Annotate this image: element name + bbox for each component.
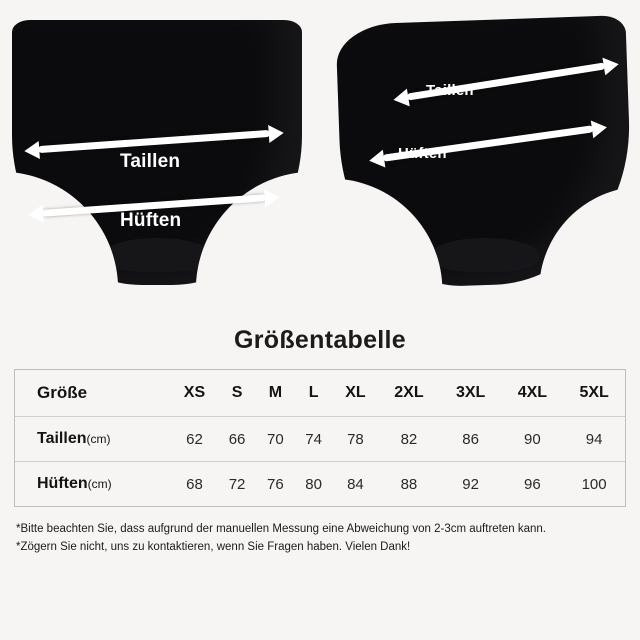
cell-hip-xs: 68 <box>171 462 218 507</box>
table-row-waist <box>15 417 625 462</box>
header-cell-xl: XL <box>345 384 366 401</box>
gusset-panel-front <box>103 238 211 272</box>
header-cell-xs: XS <box>183 384 206 401</box>
gusset-panel-side <box>431 238 539 272</box>
row-label-waist <box>15 417 171 462</box>
cell-waist-l: 74 <box>295 417 333 462</box>
header-cell-m: M <box>268 384 283 401</box>
cell-waist-3xl: 86 <box>440 417 502 462</box>
row-label-waist-unit: (cm) <box>86 432 111 446</box>
cell-hip-l: 80 <box>295 462 333 507</box>
header-cell-4xl: 4XL <box>517 384 548 401</box>
row-label-hip <box>15 462 171 507</box>
cell-hip-s: 72 <box>218 462 256 507</box>
cell-hip-m: 76 <box>256 462 294 507</box>
size-chart-table-wrapper <box>14 369 626 507</box>
cell-waist-m: 70 <box>256 417 294 462</box>
cell-hip-5xl: 100 <box>563 462 625 507</box>
waist-measure-label-side: Taillen <box>426 82 474 99</box>
row-label-hip-unit: (cm) <box>87 477 112 491</box>
cell-waist-4xl: 90 <box>502 417 564 462</box>
size-chart-table <box>15 370 625 506</box>
cell-hip-xl: 84 <box>333 462 378 507</box>
hip-measure-label-front: Hüften <box>120 210 182 231</box>
footnotes <box>16 521 624 557</box>
product-front-view <box>12 20 302 290</box>
cell-waist-5xl: 94 <box>563 417 625 462</box>
cell-waist-2xl: 82 <box>378 417 440 462</box>
header-cell-2xl: 2XL <box>394 384 424 401</box>
size-chart-title: Größentabelle <box>234 326 406 354</box>
table-row-hip <box>15 462 625 507</box>
header-cell-s: S <box>231 384 243 401</box>
product-side-view <box>340 20 630 290</box>
hip-measure-label-side: Hüften <box>398 145 447 162</box>
cell-waist-xl: 78 <box>333 417 378 462</box>
row-label-waist-text: Taillen <box>37 430 87 447</box>
cell-waist-s: 66 <box>218 417 256 462</box>
header-cell-size: Größe <box>37 383 88 402</box>
table-header-row <box>15 370 625 417</box>
cell-hip-3xl: 92 <box>440 462 502 507</box>
header-cell-5xl: 5XL <box>579 384 609 401</box>
footnote-contact: *Zögern Sie nicht, uns zu kontaktieren, wenn Sie Fragen haben. Vielen Dank! <box>16 540 411 553</box>
row-label-hip-text: Hüften <box>37 475 88 492</box>
footnote-measurement: *Bitte beachten Sie, dass aufgrund der manuellen Messung eine Abweichung von 2-3cm auftreten kann. <box>16 523 546 535</box>
header-cell-3xl: 3XL <box>455 384 486 401</box>
waist-measure-label-front: Taillen <box>120 151 181 172</box>
cell-hip-4xl: 96 <box>502 462 564 507</box>
cell-hip-2xl: 88 <box>378 462 440 507</box>
header-cell-l: L <box>308 384 319 401</box>
cell-waist-xs: 62 <box>171 417 218 462</box>
